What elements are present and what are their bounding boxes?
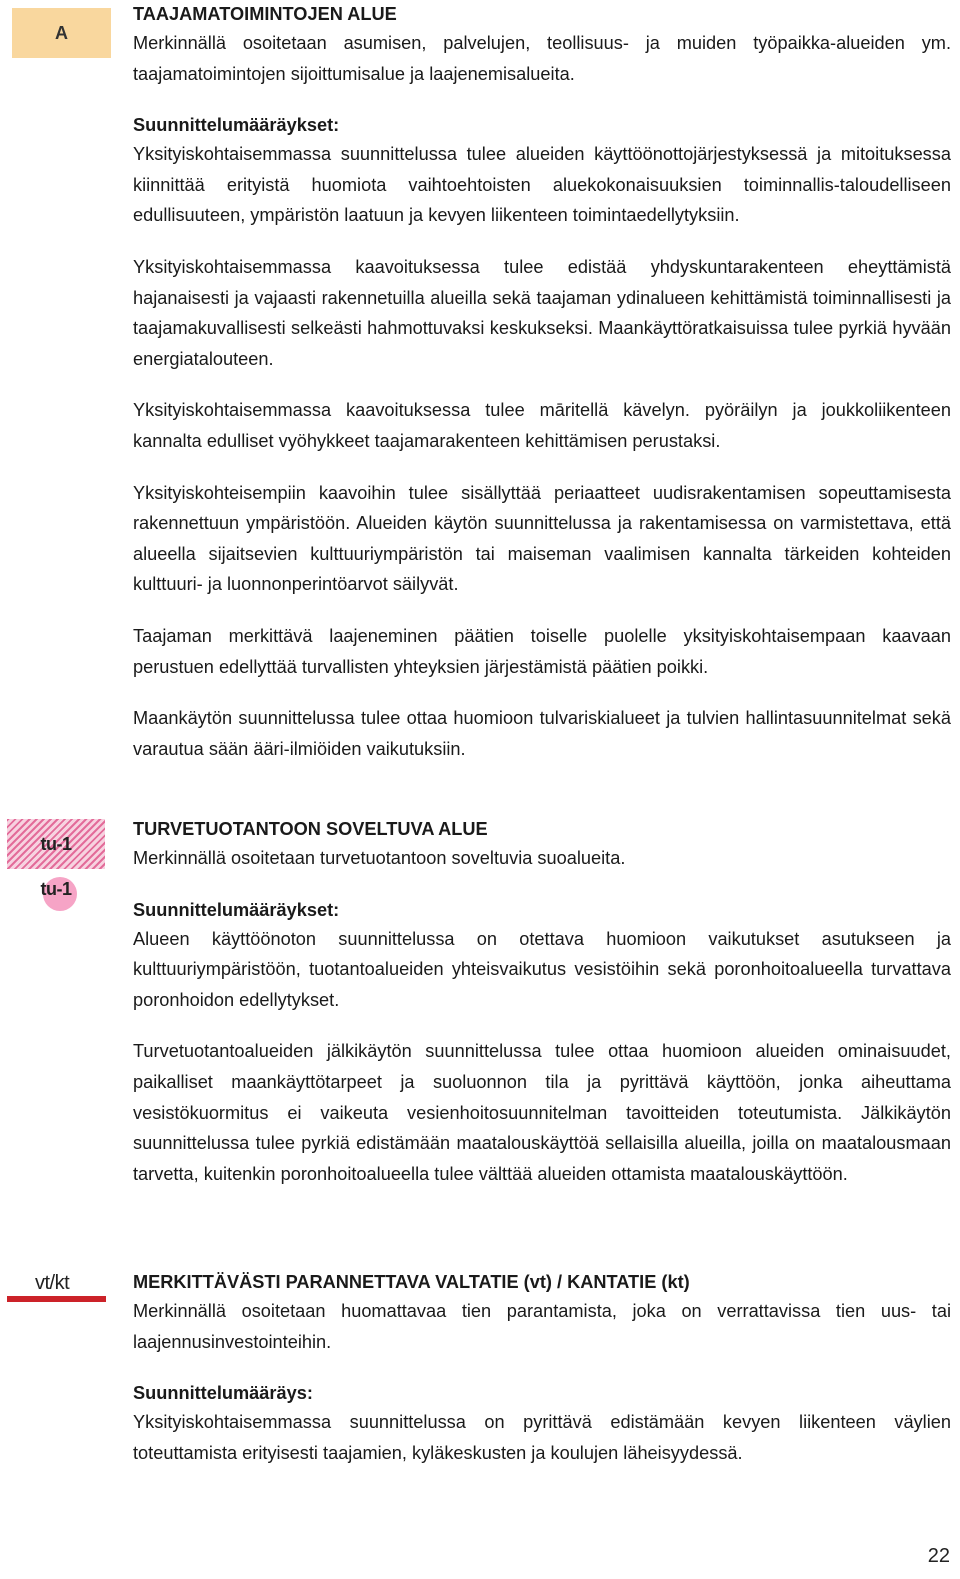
- legend-label-tu-hatch: tu-1: [40, 833, 72, 854]
- paragraph: Yksityiskohtaisemmassa kaavoituksessa tulee māritellä kävelyn. pyöräilyn ja joukkoliikenteen kannalta edulliset vyöhykkeet taajamarakenteen kehittämisen perustaksi.: [133, 400, 951, 451]
- legend-symbol-a: [12, 8, 111, 58]
- paragraph: Yksityiskohtaisemmassa kaavoituksessa tulee edistää yhdyskuntarakenteen eheyttämistä hajanaisesti ja vajaasti rakennetuilla alueilla sekä taajaman ydinalueen kehittämistä toiminnallisesti ja taajamakuvallisesti selkeästi hahmottuvaksi keskukseksi. Maankäyttöratkaisuissa tulee pyrkiä hyvään energiatalouteen.: [133, 256, 951, 369]
- legend-label-tu-dot: tu-1: [40, 879, 72, 899]
- section-title: MERKITTÄVÄSTI PARANNETTAVA VALTATIE (vt) / KANTATIE (kt): [133, 1272, 690, 1292]
- paragraph: Taajaman merkittävä laajeneminen päätien toiselle puolelle yksityiskohtaisempaan kaavaan perustuen edellyttää turvallisten yhteyksien järjestämistä päätien poikki.: [133, 625, 951, 677]
- legend-label-a: A: [55, 22, 68, 43]
- paragraph: Maankäytön suunnittelussa tulee ottaa huomioon tulvariskialueet ja tulvien hallintasuunnitelmat sekä varautua sään ääri-ilmiöiden vaikutuksiin.: [133, 708, 951, 759]
- section-taajamatoimintojen-alue: [133, 0, 951, 764]
- section-description: Merkinnällä osoitetaan turvetuotantoon soveltuvia suoalueita.: [133, 848, 626, 868]
- section-description: Merkinnällä osoitetaan asumisen, palvelujen, teollisuus- ja muiden työpaikka-alueiden ym. taajamatoimintojen sijoittumisalue ja laajenemisalueita.: [133, 33, 951, 84]
- section-subtitle: Suunnittelumääräys:: [133, 1383, 313, 1404]
- paragraph: Yksityiskohtaisemmassa suunnittelussa on pyrittävä edistämään kevyen liikenteen väylien toteuttamista erityisesti taajamien, kyläkeskusten ja koulujen läheisyydessä.: [133, 1412, 951, 1463]
- legend-symbol-vt: [7, 1272, 107, 1304]
- legend-label-vt: vt/kt: [35, 1272, 70, 1294]
- paragraph: Turvetuotantoalueiden jälkikäytön suunnittelussa tulee ottaa huomioon alueiden ominaisuudet, paikalliset maankäyttötarpeet ja suoluonnon tila ja pyrittävä käyttöön, jonka aiheuttama vesistökuormitus ei vaikeuta vesienhoitosuunnitelman tavoitteiden toteutumista. Jälkikäytön suunnittelussa tulee pyrkiä edistämään maatalouskäyttöä sellaisilla alueilla, joilla on maatalousmaan tarvetta, kuitenkin poronhoitoalueella tulee välttää alueiden ottamista maatalouskäyttöön.: [133, 1041, 951, 1184]
- red-road-line-icon: [7, 1296, 106, 1302]
- section-valtatie-kantatie: [133, 1268, 951, 1468]
- legend-symbol-tu: [7, 819, 107, 915]
- hatched-area-icon: [7, 819, 105, 869]
- paragraph: Alueen käyttöönoton suunnittelussa on otettava huomioon vaikutukset asutukseen ja kulttuuriympäristöön, tuotantoalueiden yhteisvaikutus vesistöihin sekä poronhoitoalueella turvattava poronhoidon edellytykset.: [133, 928, 951, 1010]
- section-title: TURVETUOTANTOON SOVELTUVA ALUE: [133, 819, 488, 839]
- section-title: TAAJAMATOIMINTOJEN ALUE: [133, 4, 397, 24]
- paragraph: Yksityiskohtaisemmassa suunnittelussa tulee alueiden käyttöönottojärjestyksessä ja mitoituksessa kiinnittää erityistä huomiota vaihtoehtoisten aluekokonaisuuksien toiminnallis-taloudelliseen edullisuuteen, ympäristön laatuun ja kevyen liikenteen toimintaedellytyksiin.: [133, 144, 951, 226]
- section-subtitle: Suunnittelumääräykset:: [133, 115, 340, 136]
- section-subtitle: Suunnittelumääräykset:: [133, 899, 340, 920]
- page-number: 22: [927, 1545, 950, 1567]
- section-description: Merkinnällä osoitetaan huomattavaa tien parantamista, joka on verrattavissa tien uus- tai laajennusinvestointeihin.: [133, 1301, 951, 1352]
- paragraph: Yksityiskohteisempiin kaavoihin tulee sisällyttää periaatteet uudisrakentamisen sopeuttamisesta rakennettuun ympäristöön. Alueiden käytön suunnittelussa ja rakentamisessa on varmistettava, että alueella sijaitsevien kulttuuriympäristön tai maiseman vaalimisen kannalta tärkeiden kohteiden kulttuuri- ja luonnonperintöarvot säilyvät.: [133, 482, 951, 595]
- section-turvetuotanto: [133, 815, 951, 1189]
